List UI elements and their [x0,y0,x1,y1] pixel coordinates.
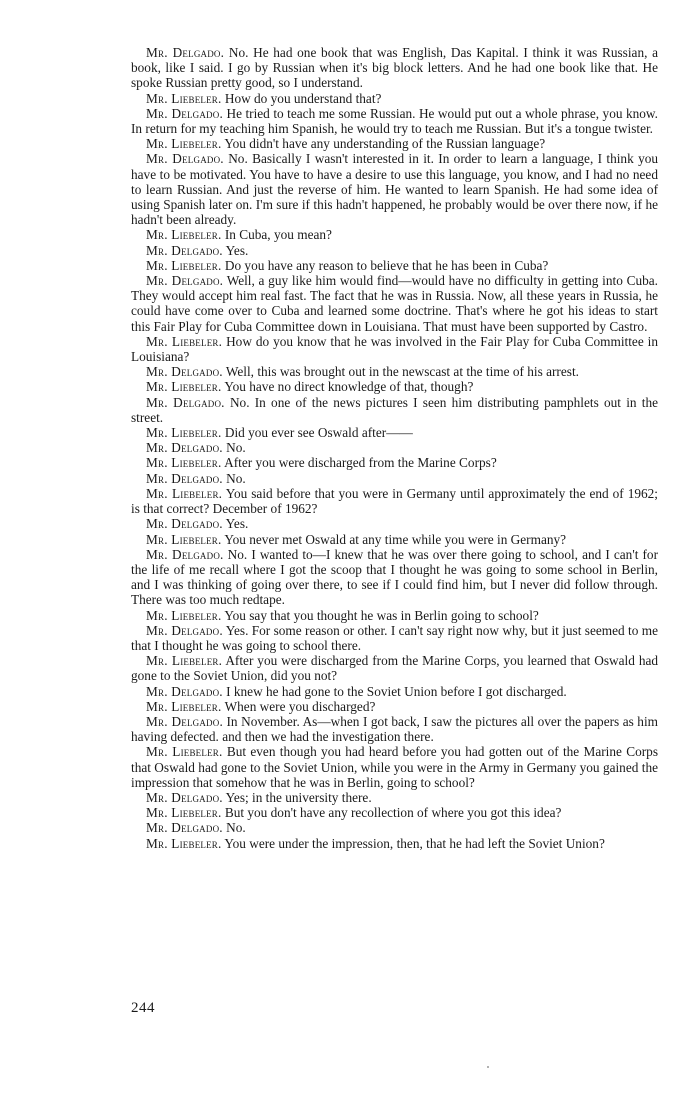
testimony-paragraph [131,425,658,440]
testimony-paragraph [131,744,658,790]
testimony-paragraph [131,820,658,835]
statement-text: He tried to teach me some Russian. He would put out a whole phrase, you know. In return for my teaching him Spanish, he would try to teach me Russian. But it's a tongue twister. [131,105,658,137]
speaker-name: Mr. Delgado. [146,622,223,638]
speaker-name: Mr. Liebeler. [146,333,223,349]
statement-text: No. [226,820,246,836]
page-number: 244 [131,1000,155,1016]
speaker-name: Mr. Liebeler. [146,136,222,152]
testimony-paragraph [131,455,658,470]
speaker-name: Mr. Delgado. [146,105,223,121]
speaker-name: Mr. Liebeler. [146,455,222,471]
testimony-paragraph [131,532,658,547]
speaker-name: Mr. Delgado. [146,820,223,836]
speaker-name: Mr. Liebeler. [146,835,222,851]
statement-text: But even though you had heard before you had gotten out of the Marine Corps that Oswald had gone to the Soviet Union, while you were in the Army in Germany you gained the impression that somehow that he was in Berlin, going to school? [131,744,659,790]
testimony-paragraph [131,440,658,455]
testimony-paragraph [131,836,658,851]
statement-text: How do you know that he was involved in the Fair Play for Cuba Committee in Louisiana? [131,333,659,365]
speaker-name: Mr. Liebeler. [146,425,222,441]
speaker-name: Mr. Delgado. [146,151,224,167]
speaker-name: Mr. Delgado. [146,394,225,410]
testimony-paragraph [131,91,658,106]
testimony-paragraph [131,364,658,379]
statement-text: Yes. For some reason or other. I can't say right now why, but it just seemed to me that I thought he was going to school there. [131,622,658,653]
speaker-name: Mr. Liebeler. [146,698,222,714]
speaker-name: Mr. Liebeler. [146,485,223,501]
speaker-name: Mr. Delgado. [146,440,223,456]
testimony-paragraph [131,151,658,227]
statement-text: After you were discharged from the Marine Corps? [224,455,497,471]
speaker-name: Mr. Liebeler. [146,805,222,821]
testimony-paragraph [131,608,658,623]
statement-text: Yes. [225,516,249,532]
statement-text: You never met Oswald at any time while you were in Germany? [224,531,567,547]
statement-text: I knew he had gone to the Soviet Union before I got discharged. [226,683,567,699]
statement-text: No. I wanted to—I knew that he was over there going to school, and I can't for the life of me recall where I got the scoop that I thought he was going to some school in Berlin, and I was thinking of going over there, to see if I could find him, but I never did follow through. There was too much redtape. [131,546,659,608]
testimony-paragraph [131,106,658,136]
speaker-name: Mr. Delgado. [146,546,224,562]
testimony-paragraph [131,395,658,425]
speaker-name: Mr. Delgado. [146,713,223,729]
statement-text: No. [226,470,246,486]
speaker-name: Mr. Delgado. [146,273,224,289]
statement-text: You were under the impression, then, that he had left the Soviet Union? [224,835,605,851]
speaker-name: Mr. Delgado. [146,364,223,380]
statement-text: You have no direct knowledge of that, though? [224,379,474,395]
speaker-name: Mr. Delgado. [146,789,223,805]
testimony-paragraph [131,486,658,516]
testimony-paragraph [131,273,658,334]
testimony-text [131,45,658,851]
speaker-name: Mr. Liebeler. [146,531,222,547]
testimony-paragraph [131,258,658,273]
speaker-name: Mr. Delgado. [146,683,223,699]
testimony-paragraph [131,379,658,394]
statement-text: You said before that you were in Germany until approximately the end of 1962; is that correct? December of 1962? [131,485,658,517]
speaker-name: Mr. Liebeler. [146,653,223,669]
speaker-name: Mr. Liebeler. [146,379,222,395]
statement-text: When were you discharged? [224,698,376,714]
statement-text: Yes; in the university there. [225,789,372,805]
statement-text: No. In one of the news pictures I seen him distributing pamphlets out in the street. [131,394,659,425]
speaker-name: Mr. Delgado. [146,242,223,258]
testimony-paragraph [131,516,658,531]
testimony-paragraph [131,45,658,91]
speaker-name: Mr. Liebeler. [146,744,223,760]
testimony-paragraph [131,471,658,486]
testimony-paragraph [131,334,658,364]
statement-text: Do you have any reason to believe that he has been in Cuba? [224,257,549,273]
speaker-name: Mr. Liebeler. [146,607,222,623]
speaker-name: Mr. Delgado. [146,516,223,532]
testimony-paragraph [131,699,658,714]
testimony-paragraph [131,136,658,151]
testimony-paragraph [131,243,658,258]
speaker-name: Mr. Liebeler. [146,90,222,106]
statement-text: No. Basically I wasn't interested in it. In order to learn a language, I think you have to be motivated. You have to have a desire to use this language, you know, and I had no need to learn Russian. And just the reverse of him. He wanted to learn Spanish. He had some idea of using Spanish later on. I'm sure if this hadn't happened, he probably would be over there now, if he hadn't been already. [131,151,659,228]
statement-text: How do you understand that? [224,90,382,106]
speaker-name: Mr. Delgado. [146,45,225,60]
testimony-paragraph [131,684,658,699]
testimony-paragraph [131,805,658,820]
speaker-name: Mr. Liebeler. [146,227,222,243]
testimony-paragraph [131,714,658,744]
statement-text: In Cuba, you mean? [224,227,332,243]
statement-text: After you were discharged from the Marine Corps, you learned that Oswald had gone to the Soviet Union, did you not? [131,653,659,684]
statement-text: You didn't have any understanding of the Russian language? [224,136,546,152]
statement-text: No. He had one book that was English, Das Kapital. I think it was Russian, a book, like I said. I go by Russian when it's big block letters. And he had one book like that. He spoke Russian pretty good, so I understand. [131,45,658,91]
statement-text: You say that you thought he was in Berlin going to school? [224,607,539,623]
statement-text: Did you ever see Oswald after—— [224,425,413,441]
testimony-paragraph [131,623,658,653]
statement-text: Well, a guy like him would find—would have no difficulty in getting into Cuba. They would accept him real fast. The fact that he was in Russia. Now, all these years in Russia, he could have come over to Cuba and learned some doctrine. That's where he got his ideas to start this Fair Play for Cuba Committee down in Louisiana. That must have been supported by Castro. [131,273,658,334]
testimony-paragraph [131,653,658,683]
testimony-paragraph [131,227,658,242]
statement-text: But you don't have any recollection of where you got this idea? [224,805,562,821]
scan-speck [487,1066,489,1068]
statement-text: Well, this was brought out in the newscast at the time of his arrest. [225,364,579,380]
statement-text: In November. As—when I got back, I saw the pictures all over the papers as him having defected. and then we had the investigation there. [131,713,658,745]
statement-text: Yes. [225,242,249,258]
speaker-name: Mr. Delgado. [146,470,223,486]
testimony-paragraph [131,790,658,805]
testimony-paragraph [131,547,658,608]
speaker-name: Mr. Liebeler. [146,257,222,273]
statement-text: No. [226,440,246,456]
